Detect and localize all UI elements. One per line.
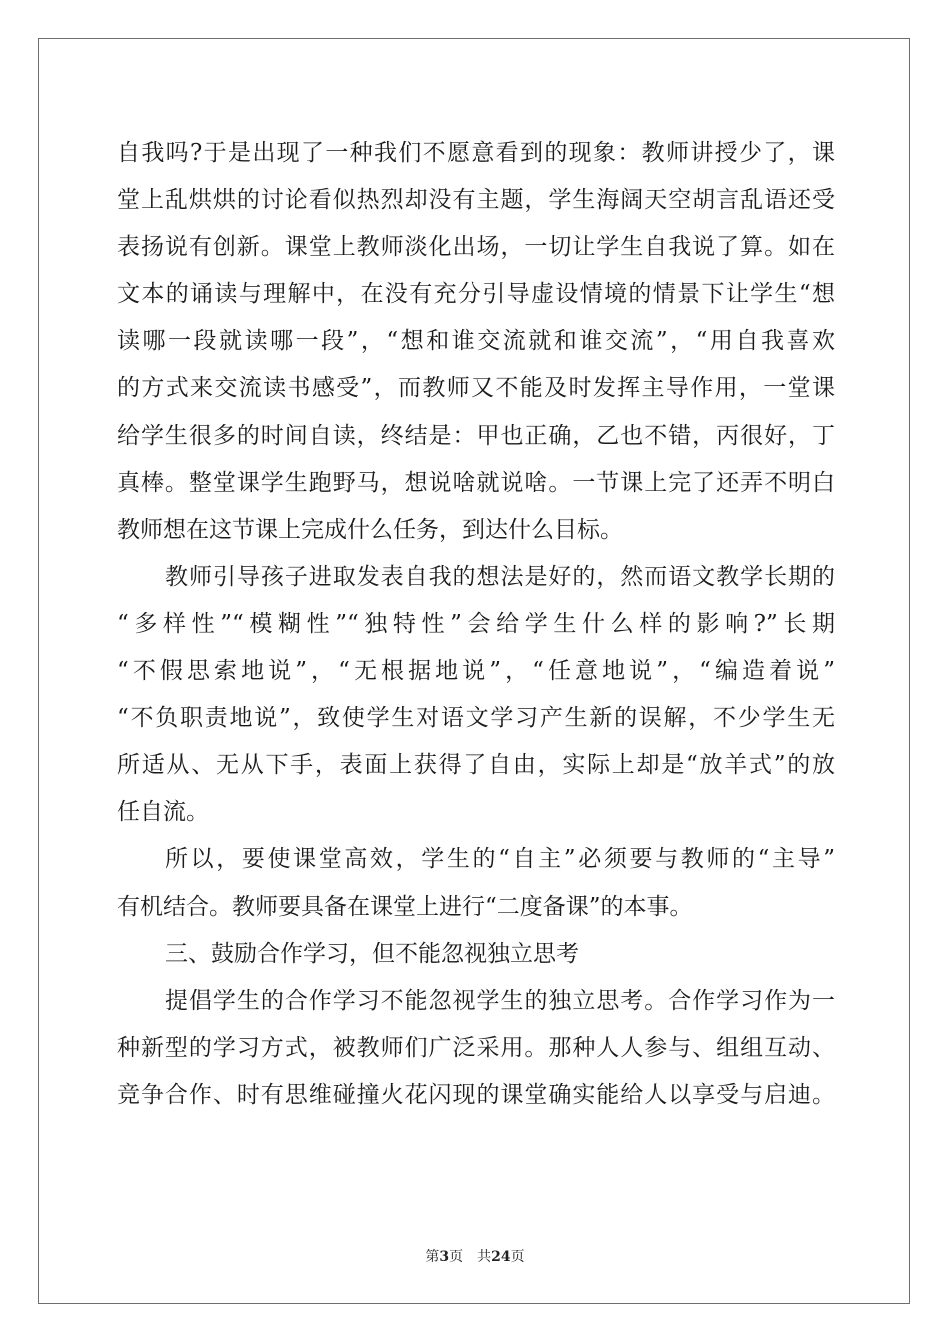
- text-line: 文本的诵读与理解中，在没有充分引导虚设情境的情景下让学生“想: [117, 281, 835, 308]
- section-heading: 三、鼓励合作学习，但不能忽视独立思考: [165, 940, 579, 967]
- page-number: 3: [439, 1249, 450, 1265]
- page-suffix: 页: [449, 1249, 464, 1265]
- text-line: 有机结合。教师要具备在课堂上进行“二度备课”的本事。: [117, 893, 693, 920]
- paragraph-start-line: 提倡学生的合作学习不能忽视学生的独立思考。合作学习作为一: [165, 987, 835, 1014]
- text-line: 所适从、无从下手，表面上获得了自由，实际上却是“放羊式”的放: [117, 752, 835, 779]
- text-line: “多样性”“模糊性”“独特性”会给学生什么样的影响?”长期: [117, 610, 835, 637]
- text-line: 读哪一段就读哪一段”，“想和谁交流就和谁交流”，“用自我喜欢: [117, 328, 835, 355]
- text-line: 种新型的学习方式，被教师们广泛采用。那种人人参与、组组互动、: [117, 1034, 835, 1061]
- text-line: “不假思索地说”，“无根据地说”，“任意地说”，“编造着说”: [117, 658, 835, 685]
- total-suffix: 页: [510, 1249, 525, 1265]
- text-line: 的方式来交流读书感受”，而教师又不能及时发挥主导作用，一堂课: [117, 375, 835, 402]
- text-line: 给学生很多的时间自读，终结是：甲也正确，乙也不错，丙很好，丁: [117, 422, 835, 449]
- document-body: [117, 130, 835, 1119]
- text-line: “不负职责地说”，致使学生对语文学习产生新的误解，不少学生无: [117, 705, 835, 732]
- total-pages: 24: [491, 1249, 511, 1265]
- paragraph-start-line: 教师引导孩子进取发表自我的想法是好的，然而语文教学长期的: [165, 563, 835, 590]
- text-line: 竞争合作、时有思维碰撞火花闪现的课堂确实能给人以享受与启迪。: [117, 1081, 835, 1108]
- page-footer: [0, 1248, 950, 1266]
- text-line: 教师想在这节课上完成什么任务，到达什么目标。: [117, 516, 623, 543]
- page-prefix: 第: [425, 1249, 440, 1265]
- text-line: 堂上乱烘烘的讨论看似热烈却没有主题，学生海阔天空胡言乱语还受: [117, 187, 835, 214]
- paragraph-start-line: 所以，要使课堂高效，学生的“自主”必须要与教师的“主导”: [165, 846, 835, 873]
- text-line: 自我吗?于是出现了一种我们不愿意看到的现象：教师讲授少了，课: [117, 140, 835, 166]
- total-prefix: 共: [477, 1249, 492, 1265]
- text-line: 任自流。: [117, 799, 209, 826]
- text-line: 真棒。整堂课学生跑野马，想说啥就说啥。一节课上完了还弄不明白: [117, 469, 835, 496]
- text-line: 表扬说有创新。课堂上教师淡化出场，一切让学生自我说了算。如在: [117, 234, 835, 261]
